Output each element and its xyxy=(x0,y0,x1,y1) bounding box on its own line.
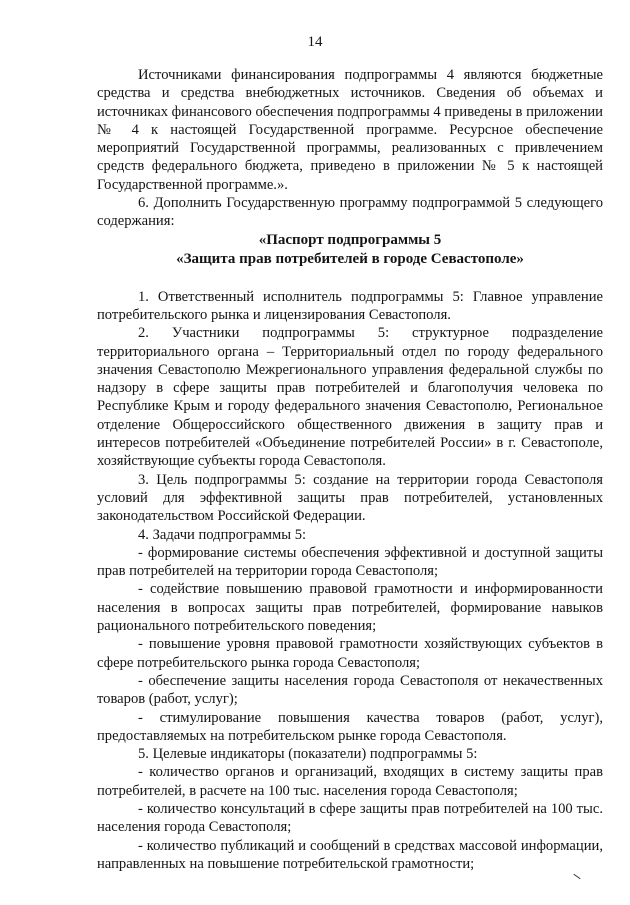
paragraph-funding-sources: Источниками финансирования подпрограммы 4 являются бюджетные средства и средства внебюджетных источников. Сведения об объемах и источниках финансового обеспечения подпрограммы 4 приведены в приложении № 4 к настоящей Государственной программе. Ресурсное обеспечение мероприятий Государственной программы, реализованных с привлечением средств федерального бюджета, приведено в приложении № 5 к настоящей Государственной программе.». xyxy=(97,67,603,193)
paragraph-item-6: 6. Дополнить Государственную программу подпрограммой 5 следующего содержания: xyxy=(97,195,603,230)
list-item-task: - стимулирование повышения качества товаров (работ, услуг), предоставляемых на потребительском рынке города Севастополя. xyxy=(97,709,603,744)
list-item-task: - обеспечение защиты населения города Севастополя от некачественных товаров (работ, услуг); xyxy=(97,672,603,708)
passport-title: «Паспорт подпрограммы 5 xyxy=(258,231,442,248)
list-item-task: - содействие повышению правовой грамотности и информированности населения в вопросах защиты прав потребителей, формирование навыков рационального потребительского поведения; xyxy=(97,581,603,635)
list-item-indicator: - количество публикаций и сообщений в средствах массовой информации, направленных на повышение потребительской грамотности; xyxy=(97,837,603,872)
paragraph-participants: 2. Участники подпрограммы 5: структурное подразделение территориального органа – Территориальный отдел по городу федерального значения Севастополю Межрегионального управления федеральной службы по надзору в сфере защиты прав потребителей и благополучия человека по Республике Крым и городу федерального значения Севастополю, Региональное отделение Общероссийского общественного движения в защиту прав и интересов потребителей «Объединение потребителей России» в г. Севастополе, хозяйствующие субъекты города Севастополя. xyxy=(97,325,603,470)
paragraph-indicators-heading: 5. Целевые индикаторы (показатели) подпрограммы 5: xyxy=(138,746,478,763)
passport-heading xyxy=(97,231,603,269)
document-body xyxy=(97,66,603,873)
paragraph-tasks-heading: 4. Задачи подпрограммы 5: xyxy=(138,526,307,543)
subprogram-title: «Защита прав потребителей в городе Севастополе» xyxy=(176,250,524,267)
page-number: 14 xyxy=(307,34,323,50)
paragraph-responsible-executor: 1. Ответственный исполнитель подпрограммы 5: Главное управление потребительского рынка и лицензирования Севастополя. xyxy=(97,288,603,323)
scan-mark xyxy=(573,874,580,879)
list-item-task: - формирование системы обеспечения эффективной и доступной защиты прав потребителей на территории города Севастополя; xyxy=(97,544,603,580)
list-item-indicator: - количество консультаций в сфере защиты прав потребителей на 100 тыс. населения города Севастополя; xyxy=(97,800,603,836)
list-item-indicator: - количество органов и организаций, входящих в систему защиты прав потребителей, в расчете на 100 тыс. населения города Севастополя; xyxy=(97,764,603,799)
paragraph-goal: 3. Цель подпрограммы 5: создание на территории города Севастополя условий для эффективной защиты прав потребителей, установленных законодательством Российской Федерации. xyxy=(97,471,603,525)
list-item-task: - повышение уровня правовой грамотности хозяйствующих субъектов в сфере потребительского рынка города Севастополя; xyxy=(97,636,603,671)
